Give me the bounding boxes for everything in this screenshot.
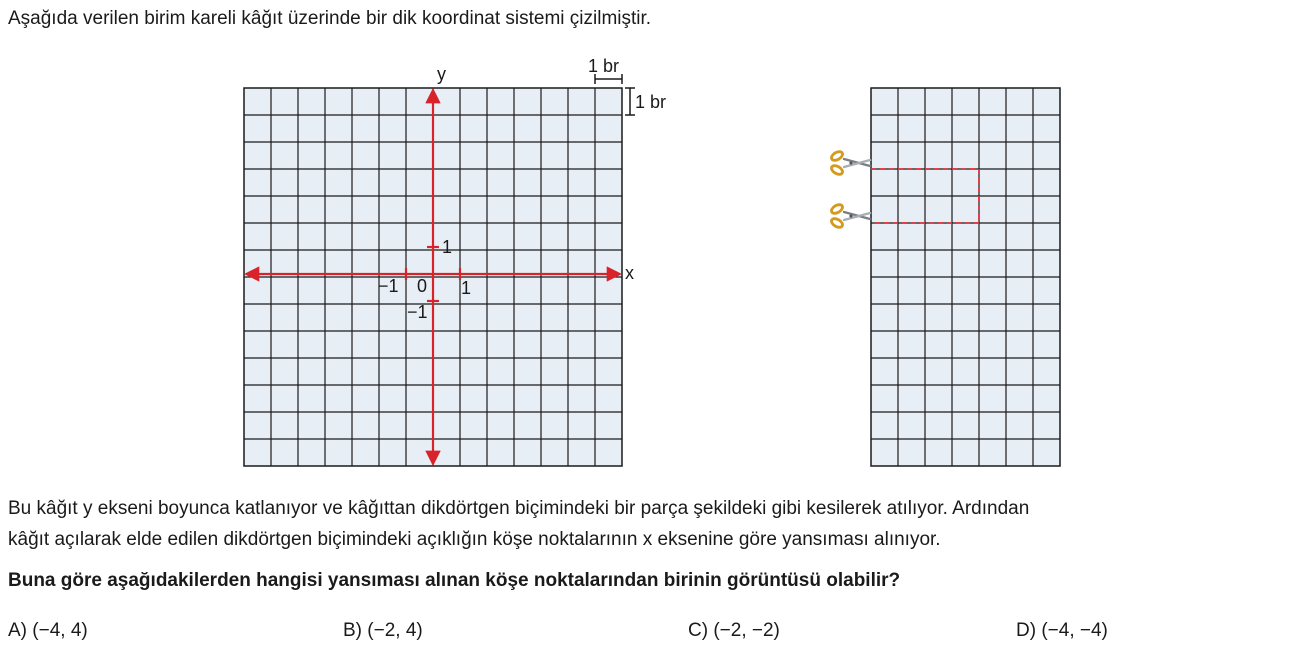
unit-label-vertical: 1 br xyxy=(635,92,667,112)
option-c[interactable]: C) (−2, −2) xyxy=(688,620,780,641)
scissors-icon xyxy=(830,150,870,176)
unit-label-horizontal: 1 br xyxy=(588,56,620,76)
option-a[interactable]: A) (−4, 4) xyxy=(8,620,88,641)
paragraph-line: kâğıt açılarak elde edilen dikdörtgen biçimindeki açıklığın köşe noktalarının x eksenine göre yansıması alınıyor. xyxy=(8,529,941,550)
option-d[interactable]: D) (−4, −4) xyxy=(1016,620,1108,641)
intro-text: Aşağıda verilen birim kareli kâğıt üzerinde bir dik koordinat sistemi çizilmiştir. xyxy=(8,8,652,29)
paragraph-line: Bu kâğıt y ekseni boyunca katlanıyor ve kâğıttan dikdörtgen biçimindeki bir parça şekildeki gibi kesilerek atılıyor. Ardından xyxy=(8,498,1030,519)
question-text: Buna göre aşağıdakilerden hangisi yansıması alınan köşe noktalarından birinin görüntüsü olabilir? xyxy=(8,570,901,591)
scissors-icon xyxy=(830,203,870,229)
problem-paragraph xyxy=(8,493,1300,555)
tick-label-y-pos: 1 xyxy=(442,237,453,257)
y-axis-label: y xyxy=(437,64,446,84)
unit-indicator-vertical xyxy=(625,88,635,115)
origin-label: 0 xyxy=(417,276,428,296)
option-b[interactable]: B) (−2, 4) xyxy=(343,620,423,641)
tick-label-y-neg: −1 xyxy=(407,302,428,322)
tick-label-x-neg: −1 xyxy=(378,276,399,296)
folded-paper-grid xyxy=(871,88,1060,466)
x-axis-label: x xyxy=(625,263,634,283)
tick-label-x-pos: 1 xyxy=(461,278,472,298)
